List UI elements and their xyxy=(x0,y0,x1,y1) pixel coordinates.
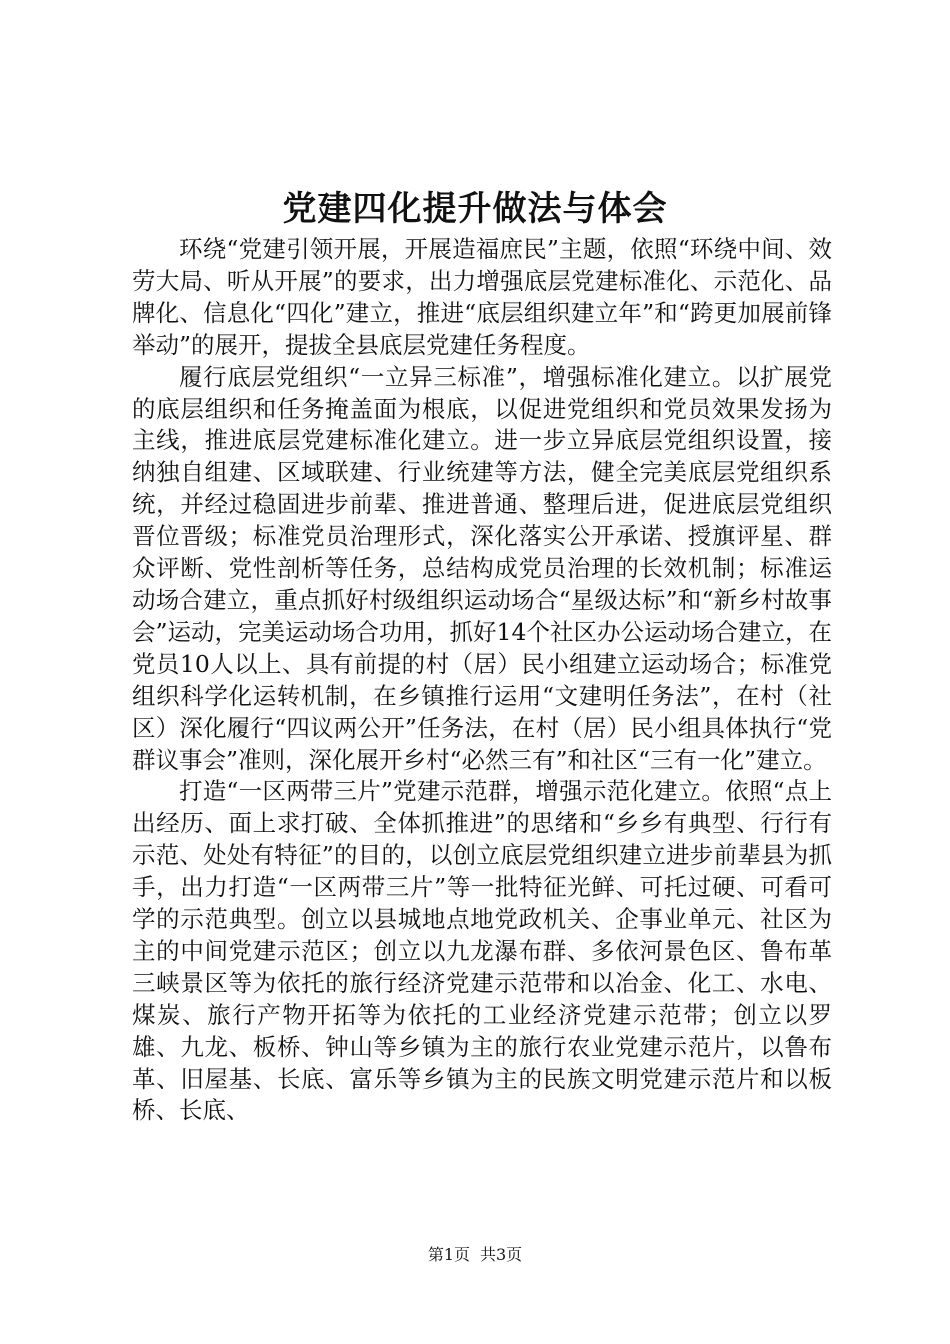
page-footer xyxy=(0,1245,950,1265)
paragraph-2: 履行底层党组织“一立异三标准”，增强标准化建立。以扩展党的底层组织和任务掩盖面为根底，以促进党组织和党员效果发扬为主线，推进底层党建标准化建立。进一步立异底层党组织设置，接纳独自组建、区域联建、行业统建等方法，健全完美底层党组织系统，并经过稳固进步前辈、推进普通、整理后进，促进底层党组织晋位晋级；标准党员治理形式，深化落实公开承诺、授旗评星、群众评断、党性剖析等任务，总结构成党员治理的长效机制；标准运动场合建立，重点抓好村级组织运动场合“星级达标”和“新乡村故事会”运动，完美运动场合功用，抓好14个社区办公运动场合建立，在党员10人以上、具有前提的村（居）民小组建立运动场合；标准党组织科学化运转机制，在乡镇推行运用“文建明任务法”，在村（社区）深化履行“四议两公开”任务法，在村（居）民小组具体执行“党群议事会”准则，深化展开乡村“必然三有”和社区“三有一化”建立。 xyxy=(132,362,832,774)
paragraph-1: 环绕“党建引领开展，开展造福庶民”主题，依照“环绕中间、效劳大局、听从开展”的要求，出力增强底层党建标准化、示范化、品牌化、信息化“四化”建立，推进“底层组织建立年”和“跨更加展前锋举动”的展开，提拔全县底层党建任务程度。 xyxy=(132,235,832,359)
document-body xyxy=(132,234,832,1127)
document-title: 党建四化提升做法与体会 xyxy=(282,189,668,229)
paragraph-3: 打造“一区两带三片”党建示范群，增强示范化建立。依照“点上出经历、面上求打破、全体抓推进”的思绪和“乡乡有典型、行行有示范、处处有特征”的目的，以创立底层党组织建立进步前辈县为抓手，出力打造“一区两带三片”等一批特征光鲜、可托过硬、可看可学的示范典型。创立以县城地点地党政机关、企事业单元、社区为主的中间党建示范区；创立以九龙瀑布群、多依河景色区、鲁布革三峡景区等为依托的旅行经济党建示范带和以冶金、化工、水电、煤炭、旅行产物开拓等为依托的工业经济党建示范带；创立以罗雄、九龙、板桥、钟山等乡镇为主的旅行农业党建示范片，以鲁布革、旧屋基、长底、富乐等乡镇为主的民族文明党建示范片和以板桥、长底、 xyxy=(132,777,832,1125)
page-number: 第1页 xyxy=(427,1245,470,1264)
page-total: 共3页 xyxy=(480,1245,523,1264)
